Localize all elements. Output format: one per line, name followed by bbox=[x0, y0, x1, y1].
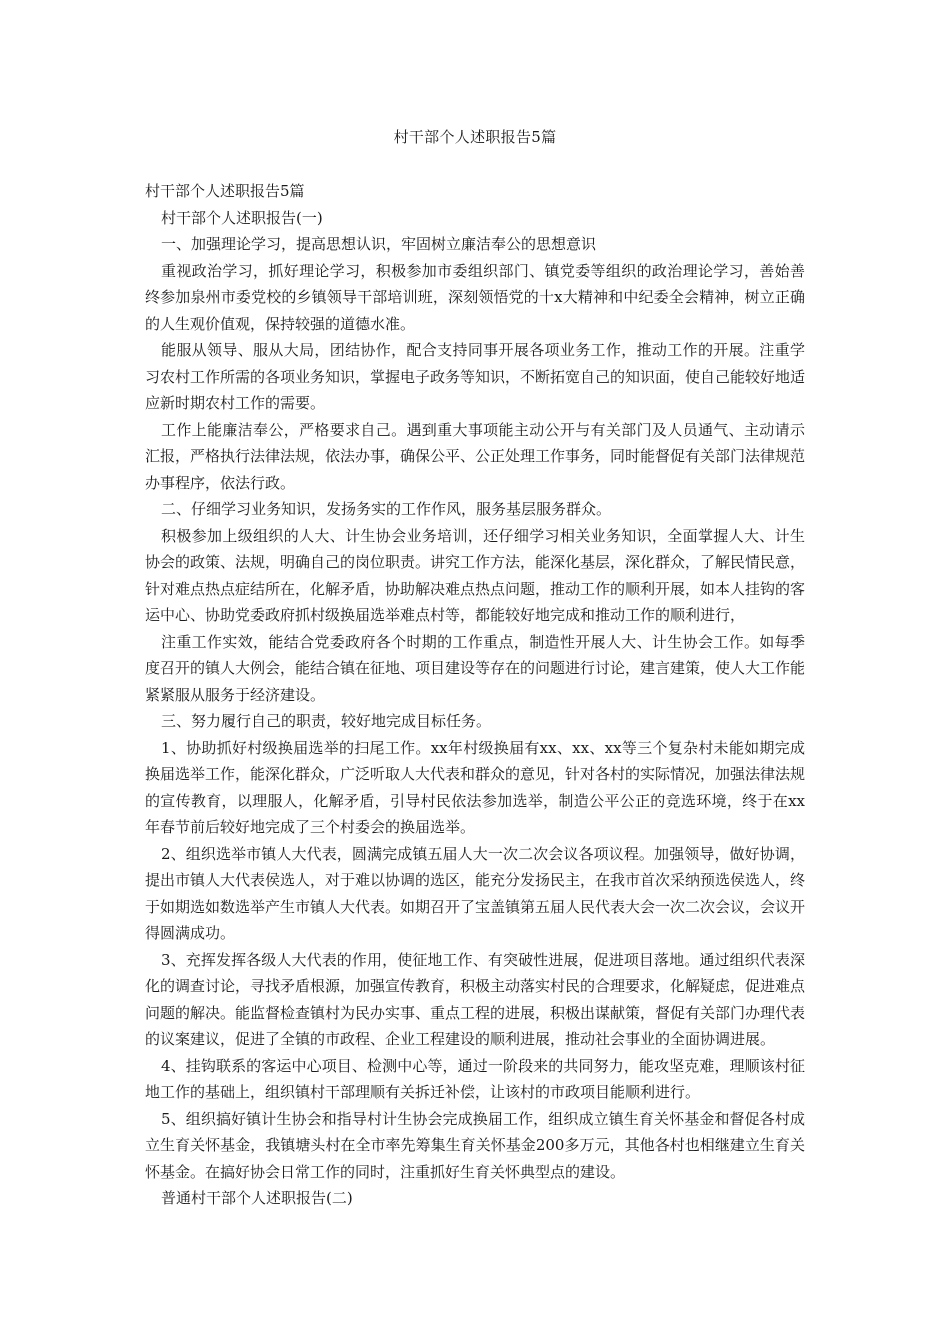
section-heading: 二、仔细学习业务知识，发扬务实的工作作风，服务基层服务群众。 bbox=[161, 500, 612, 518]
list-item: 4、挂钩联系的客运中心项目、检测中心等，通过一阶段来的共同努力，能攻坚克难，理顺该村征地工作的基础上，组织镇村干部理顺有关拆迁补偿，让该村的市政项目能顺利进行。 bbox=[145, 1056, 805, 1101]
section-title: 普通村干部个人述职报告(二) bbox=[161, 1189, 353, 1207]
list-item: 2、组织选举市镇人大代表，圆满完成镇五届人大一次二次会议各项议程。加强领导，做好协调，提出市镇人大代表侯选人，对于难以协调的选区，能充分发扬民主，在我市首次采纳预选侯选人，终于如期选如数选举产生市镇人大代表。如期召开了宝盖镇第五届人民代表大会一次二次会议，会议开得圆满成功。 bbox=[145, 844, 806, 942]
document-heading: 村干部个人述职报告5篇 bbox=[145, 182, 305, 200]
document-body bbox=[145, 178, 805, 1212]
body-paragraph: 能服从领导、服从大局，团结协作，配合支持同事开展各项业务工作，推动工作的开展。注重学习农村工作所需的各项业务知识，掌握电子政务等知识，不断拓宽自己的知识面，使自己能较好地适应新时期农村工作的需要。 bbox=[145, 341, 806, 412]
body-paragraph: 积极参加上级组织的人大、计生协会业务培训，还仔细学习相关业务知识，全面掌握人大、计生协会的政策、法规，明确自己的岗位职责。讲究工作方法，能深化基层，深化群众，了解民情民意，针对难点热点症结所在，化解矛盾，协助解决难点热点问题，推动工作的顺利开展，如本人挂钩的客运中心、协助党委政府抓村级换届选举难点村等，都能较好地完成和推动工作的顺利进行， bbox=[145, 526, 806, 624]
list-item: 3、充挥发挥各级人大代表的作用，使征地工作、有突破性进展，促进项目落地。通过组织代表深化的调查讨论，寻找矛盾根源，加强宣传教育，积极主动落实村民的合理要求，化解疑虑，促进难点问题的解决。能监督检查镇村为民办实事、重点工程的进展，积极出谋献策，督促有关部门办理代表的议案建议，促进了全镇的市政程、企业工程建设的顺利进展，推动社会事业的全面协调进展。 bbox=[145, 950, 806, 1048]
body-paragraph: 注重工作实效，能结合党委政府各个时期的工作重点，制造性开展人大、计生协会工作。如每季度召开的镇人大例会，能结合镇在征地、项目建设等存在的问题进行讨论，建言建策，使人大工作能紧紧服从服务于经济建设。 bbox=[145, 632, 806, 704]
body-paragraph: 重视政治学习，抓好理论学习，积极参加市委组织部门、镇党委等组织的政治理论学习，善始善终参加泉州市委党校的乡镇领导干部培训班，深刻领悟党的十x大精神和中纪委全会精神，树立正确的人生观价值观，保持较强的道德水准。 bbox=[145, 261, 805, 333]
section-heading: 三、努力履行自己的职责，较好地完成目标任务。 bbox=[161, 712, 492, 730]
section-heading: 一、加强理论学习，提高思想认识，牢固树立廉洁奉公的思想意识 bbox=[161, 235, 597, 253]
list-item: 1、协助抓好村级换届选举的扫尾工作。xx年村级换届有xx、xx、xx等三个复杂村未能如期完成换届选举工作，能深化群众，广泛听取人大代表和群众的意见，针对各村的实际情况，加强法律法规的宣传教育，以理服人，化解矛盾，引导村民依法参加选举，制造公平公正的竞选环境，终于在xx年春节前后较好地完成了三个村委会的换届选举。 bbox=[145, 738, 806, 836]
page-title: 村干部个人述职报告5篇 bbox=[393, 128, 557, 146]
section-title: 村干部个人述职报告(一) bbox=[161, 208, 323, 227]
body-paragraph: 工作上能廉洁奉公，严格要求自己。遇到重大事项能主动公开与有关部门及人员通气、主动请示汇报，严格执行法律法规，依法办事，确保公平、公正处理工作事务，同时能督促有关部门法律规范办事程序，依法行政。 bbox=[145, 420, 806, 492]
list-item: 5、组织搞好镇计生协会和指导村计生协会完成换届工作，组织成立镇生育关怀基金和督促各村成立生育关怀基金，我镇塘头村在全市率先筹集生育关怀基金200多万元，其他各村也相继建立生育关怀基金。在搞好协会日常工作的同时，注重抓好生育关怀典型点的建设。 bbox=[145, 1109, 805, 1181]
